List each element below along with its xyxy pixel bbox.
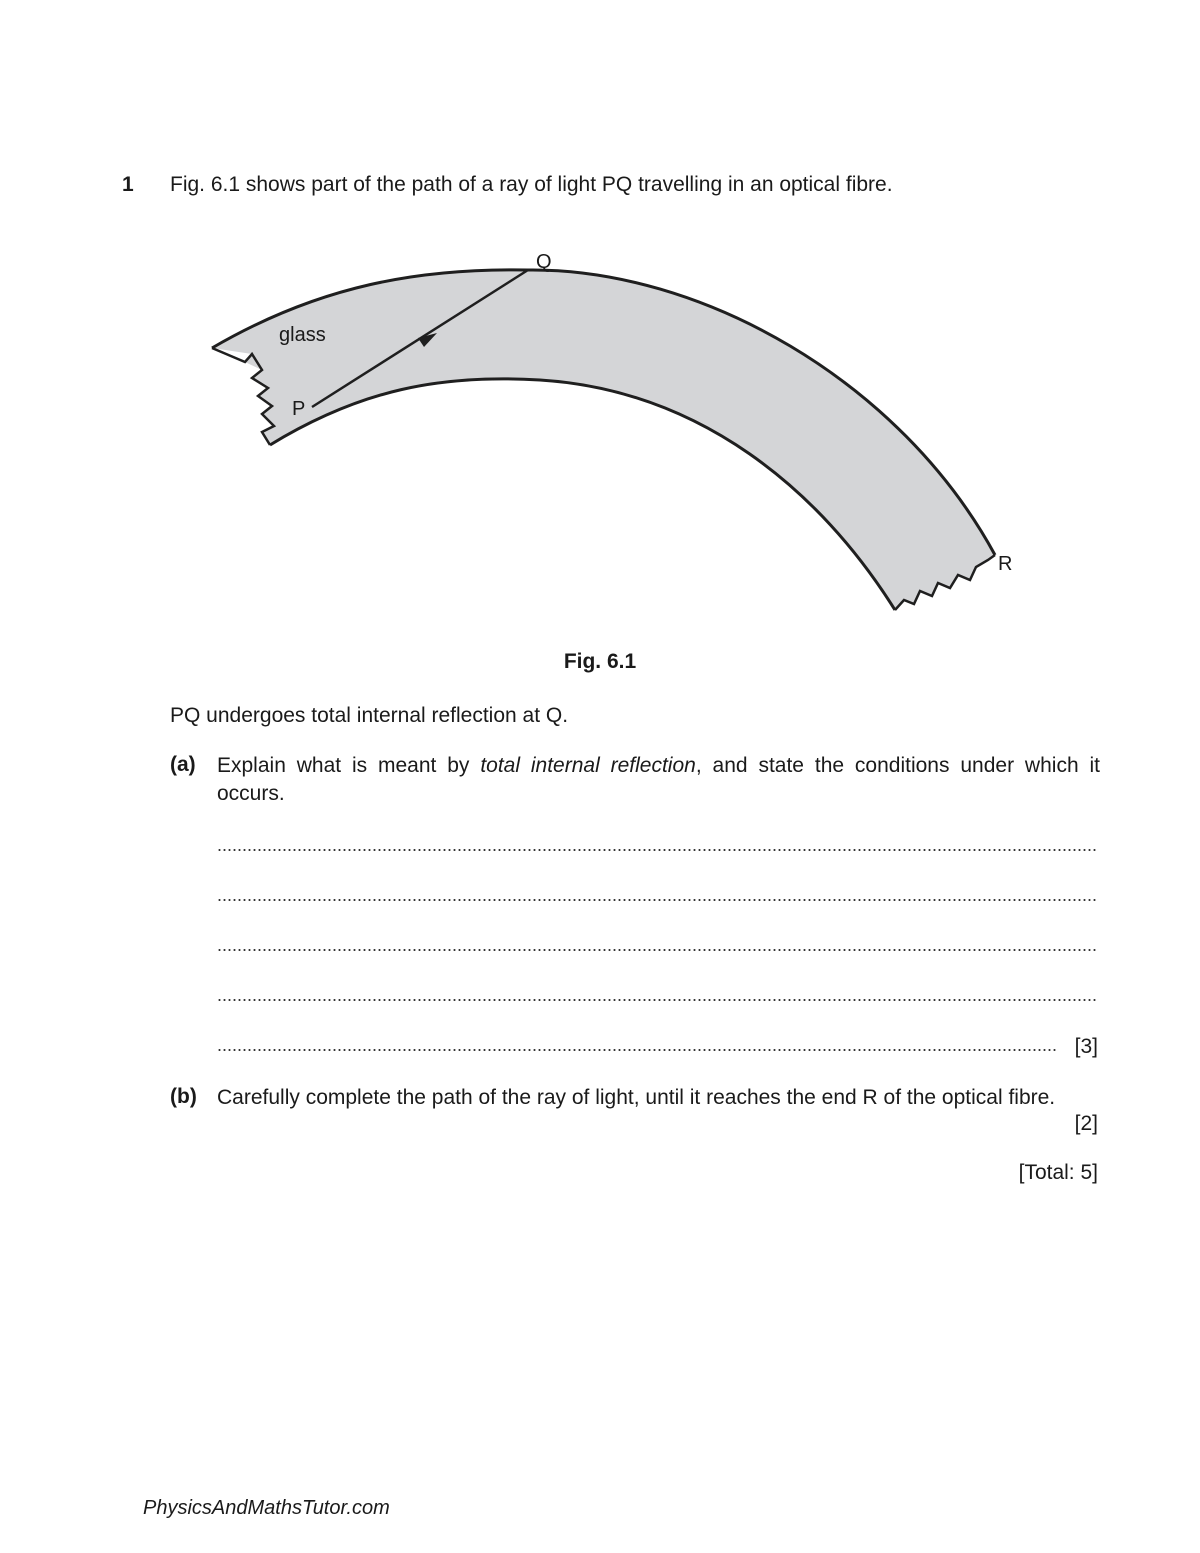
optical-fibre-diagram bbox=[190, 240, 1030, 630]
point-r-label: R bbox=[998, 553, 1013, 575]
answer-line-a5[interactable] bbox=[217, 1030, 1057, 1052]
statement-text: PQ undergoes total internal reflection at Q. bbox=[170, 704, 569, 727]
answer-line-a1[interactable] bbox=[217, 830, 1097, 852]
part-a-question bbox=[217, 752, 1100, 808]
part-a-text-before: Explain what is meant by bbox=[217, 754, 481, 777]
part-a-label: (a) bbox=[170, 753, 196, 776]
part-a-term: total internal reflection bbox=[480, 754, 696, 777]
part-b-label: (b) bbox=[170, 1085, 197, 1108]
question-intro: Fig. 6.1 shows part of the path of a ray of light PQ travelling in an optical fibre. bbox=[170, 173, 893, 196]
total-marks: [Total: 5] bbox=[1018, 1161, 1098, 1184]
part-b-mark: [2] bbox=[1074, 1112, 1098, 1135]
glass-label: glass bbox=[279, 324, 326, 346]
point-p-label: P bbox=[292, 398, 306, 420]
answer-line-a4[interactable] bbox=[217, 980, 1097, 1002]
part-a-text-after: , and state the conditions under which it occurs. bbox=[217, 754, 1100, 805]
answer-line-a2[interactable] bbox=[217, 880, 1097, 902]
fibre-glass-body bbox=[212, 270, 995, 610]
question-number: 1 bbox=[122, 173, 134, 196]
answer-line-a3[interactable] bbox=[217, 930, 1097, 952]
point-q-label: Q bbox=[536, 251, 552, 273]
part-a-mark: [3] bbox=[1074, 1035, 1098, 1058]
part-b-question: Carefully complete the path of the ray of light, until it reaches the end R of the optical fibre. bbox=[217, 1086, 1056, 1109]
footer-watermark: PhysicsAndMathsTutor.com bbox=[143, 1497, 390, 1519]
figure-caption: Fig. 6.1 bbox=[563, 650, 637, 673]
